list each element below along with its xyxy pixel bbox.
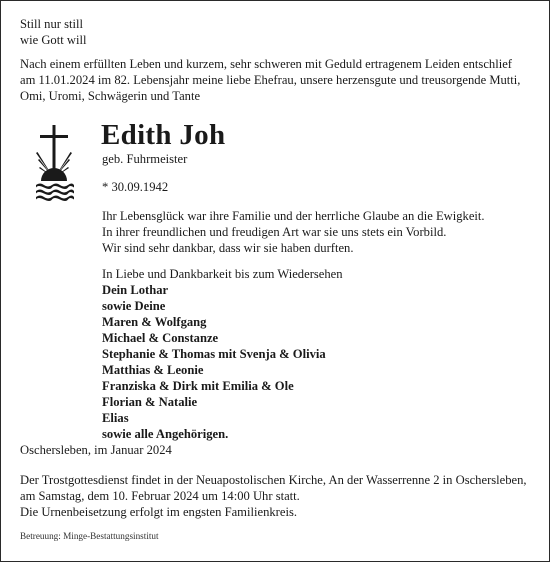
birth-name: geb. Fuhrmeister <box>102 152 188 166</box>
mourner-entry: Florian & Natalie <box>102 395 198 409</box>
mourners-list <box>102 266 343 442</box>
tribute-line: In ihrer freundlichen und freudigen Art war sie uns stets ein Vorbild. <box>102 225 447 239</box>
place-date: Oschersleben, im Januar 2024 <box>20 443 172 457</box>
motto <box>20 16 86 48</box>
tribute-line: Ihr Lebensglück war ihre Familie und der herrliche Glaube an die Ewigkeit. <box>102 209 485 223</box>
mourner-entry: Dein Lothar <box>102 283 169 297</box>
mourner-entry: Michael & Constanze <box>102 331 219 345</box>
motto-line: wie Gott will <box>20 33 87 47</box>
intro-line: am 11.01.2024 im 82. Lebensjahr meine liebe Ehefrau, unsere herzensgute und treusorgende Mutti, <box>20 73 521 87</box>
service-info <box>20 472 540 520</box>
intro-line: Nach einem erfüllten Leben und kurzem, sehr schweren mit Geduld ertragenem Leiden entschlief <box>20 57 513 71</box>
motto-line: Still nur still <box>20 17 83 31</box>
mourners-intro: In Liebe und Dankbarkeit bis zum Wiedersehen <box>102 267 343 281</box>
mourner-entry: Franziska & Dirk mit Emilia & Ole <box>102 379 294 393</box>
mourner-entry: Matthias & Leonie <box>102 363 204 377</box>
service-line: am Samstag, dem 10. Februar 2024 um 14:00 Uhr statt. <box>20 489 300 503</box>
mourner-entry: Elias <box>102 411 129 425</box>
cross-sunrise-waves-icon <box>34 123 74 205</box>
mourner-entry: sowie alle Angehörigen. <box>102 427 229 441</box>
service-line: Die Urnenbeisetzung erfolgt im engsten Familienkreis. <box>20 505 297 519</box>
tribute-line: Wir sind sehr dankbar, dass wir sie haben durften. <box>102 241 354 255</box>
mourner-entry: Stephanie & Thomas mit Svenja & Olivia <box>102 347 326 361</box>
tribute-text <box>102 208 485 256</box>
intro-text <box>20 56 540 104</box>
mourner-entry: Maren & Wolfgang <box>102 315 207 329</box>
funeral-home-credit: Betreuung: Minge-Bestattungsinstitut <box>20 531 159 541</box>
deceased-name: Edith Joh <box>101 119 226 151</box>
service-line: Der Trostgottesdienst findet in der Neuapostolischen Kirche, An der Wasserrenne 2 in Oschersleben, <box>20 473 527 487</box>
intro-line: Omi, Uromi, Schwägerin und Tante <box>20 89 201 103</box>
mourner-entry: sowie Deine <box>102 299 166 313</box>
birth-date: * 30.09.1942 <box>102 180 169 194</box>
